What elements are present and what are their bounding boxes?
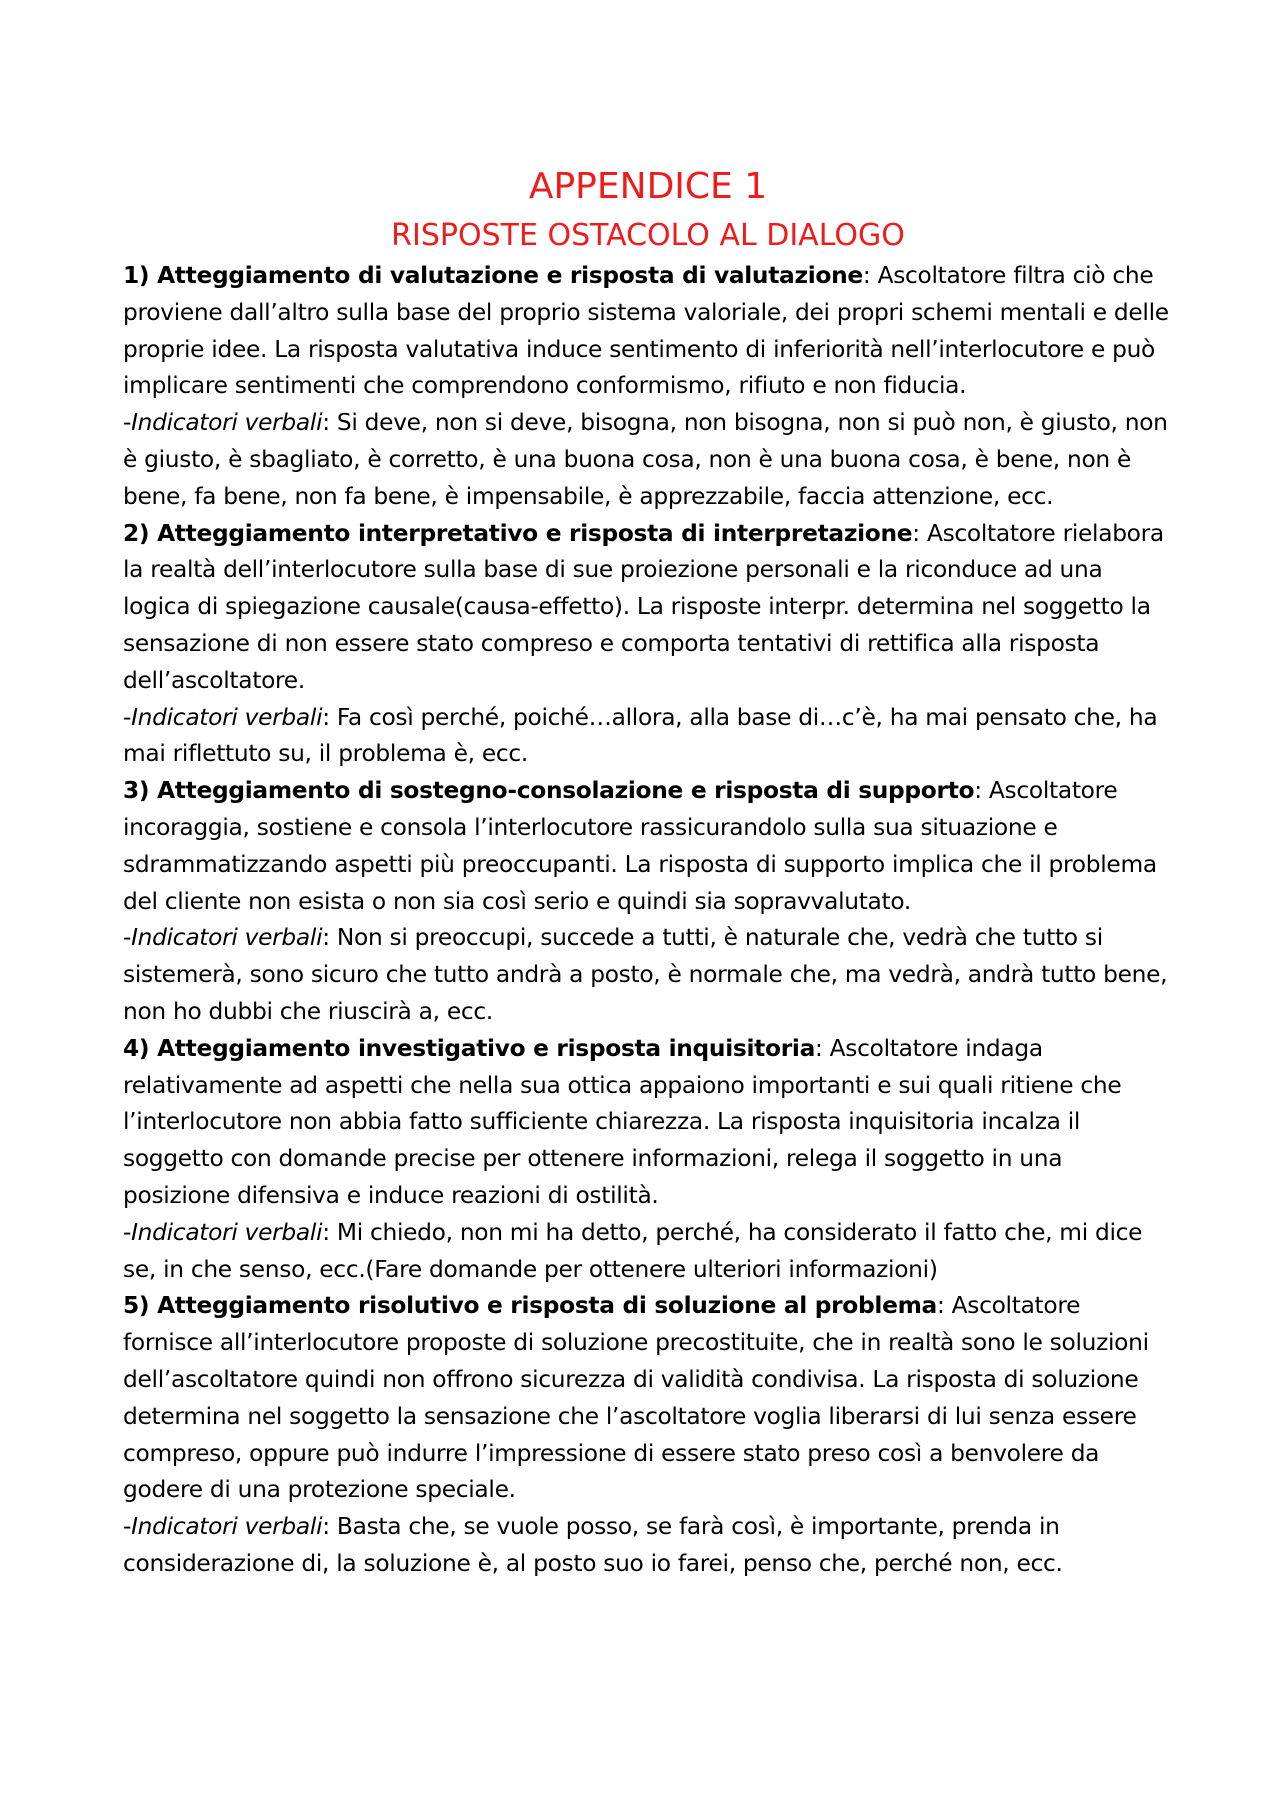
indicator-paragraph — [123, 1509, 1173, 1583]
indicator-paragraph — [123, 920, 1173, 1030]
section-heading: 1) Atteggiamento di valutazione e risposta di valutazione — [123, 262, 863, 289]
indicator-text: : Non si preoccupi, succede a tutti, è naturale che, vedrà che tutto si sistemerà, sono sicuro che tutto andrà a posto, è normale che, ma vedrà, andrà tutto bene, non ho dubbi che riuscirà a, ecc. — [123, 924, 1168, 1025]
indicator-label: Indicatori verbali — [131, 1218, 323, 1246]
indicator-paragraph — [123, 1215, 1173, 1289]
section-paragraph — [123, 773, 1173, 920]
section-2 — [123, 516, 1173, 774]
section-body: : Ascoltatore filtra ciò che proviene dall’altro sulla base del proprio sistema valoriale, dei propri schemi mentali e delle proprie idee. La risposta valutativa induce sentimento di inferiorità nell’interlocutore e può implicare sentimenti che comprendono conformismo, rifiuto e non fiducia. — [123, 262, 1169, 400]
indicator-label: Indicatori verbali — [131, 1513, 323, 1541]
indicator-label: Indicatori verbali — [131, 409, 323, 437]
section-body: : Ascoltatore fornisce all’interlocutore proposte di soluzione precostituite, che in realtà sono le soluzioni dell’ascoltatore quindi non offrono sicurezza di validità condivisa. La risposta di soluzione determina nel soggetto la sensazione che l’ascoltatore voglia liberarsi di lui senza essere compreso, oppure può indurre l’impressione di essere stato preso così a benvolere da godere di una protezione speciale. — [123, 1292, 1149, 1504]
indicator-prefix: - — [123, 409, 132, 437]
document-content — [123, 160, 1173, 1583]
page-title: APPENDICE 1 — [528, 166, 768, 207]
indicator-text: : Basta che, se vuole posso, se farà così, è importante, prenda in considerazione di, la soluzione è, al posto suo io farei, penso che, perché non, ecc. — [123, 1513, 1063, 1577]
section-body: : Ascoltatore rielabora la realtà dell’interlocutore sulla base di sue proiezione personali e la riconduce ad una logica di spiegazione causale(causa-effetto). La risposte interpr. determina nel soggetto la sensazione di non essere stato compreso e comporta tentativi di rettifica alla risposta dell’ascoltatore. — [123, 519, 1164, 694]
page-subtitle: RISPOSTE OSTACOLO AL DIALOGO — [391, 218, 905, 253]
section-paragraph — [123, 258, 1173, 405]
section-3 — [123, 773, 1173, 1031]
section-paragraph — [123, 1288, 1173, 1509]
indicator-text: : Fa così perché, poiché…allora, alla base di…c’è, ha mai pensato che, ha mai riflettuto su, il problema è, ecc. — [123, 703, 1158, 768]
indicator-label: Indicatori verbali — [131, 703, 323, 731]
indicator-label: Indicatori verbali — [131, 924, 323, 952]
indicator-prefix: - — [123, 1218, 132, 1246]
indicator-text: : Mi chiedo, non mi ha detto, perché, ha considerato il fatto che, mi dice se, in che senso, ecc.(Fare domande per ottenere ulteriori informazioni) — [123, 1218, 1143, 1283]
section-5 — [123, 1288, 1173, 1582]
section-body: : Ascoltatore incoraggia, sostiene e consola l’interlocutore rassicurandolo sulla sua situazione e sdrammatizzando aspetti più preoccupanti. La risposta di supporto implica che il problema del cliente non esista o non sia così serio e quindi sia sopravvalutato. — [123, 777, 1157, 915]
indicator-prefix: - — [123, 703, 132, 731]
section-paragraph — [123, 516, 1173, 700]
section-1 — [123, 258, 1173, 516]
indicator-prefix: - — [123, 924, 132, 952]
section-heading: 4) Atteggiamento investigativo e risposta inquisitoria — [123, 1034, 815, 1062]
section-4 — [123, 1031, 1173, 1289]
section-paragraph — [123, 1031, 1173, 1215]
indicator-prefix: - — [123, 1513, 132, 1541]
section-heading: 5) Atteggiamento risolutivo e risposta di soluzione al problema — [123, 1292, 937, 1320]
section-heading: 3) Atteggiamento di sostegno-consolazione e risposta di supporto — [123, 777, 975, 805]
indicator-text: : Si deve, non si deve, bisogna, non bisogna, non si può non, è giusto, non è giusto, è sbagliato, è corretto, è una buona cosa, non è una buona cosa, è bene, non è bene, fa bene, non fa bene, è impensabile, è apprezzabile, faccia attenzione, ecc. — [123, 409, 1168, 510]
section-heading: 2) Atteggiamento interpretativo e risposta di interpretazione — [123, 519, 913, 547]
indicator-paragraph — [123, 405, 1173, 515]
indicator-paragraph — [123, 700, 1173, 774]
section-body: : Ascoltatore indaga relativamente ad aspetti che nella sua ottica appaiono importanti e sui quali ritiene che l’interlocutore non abbia fatto sufficiente chiarezza. La risposta inquisitoria incalza il soggetto con domande precise per ottenere informazioni, relega il soggetto in una posizione difensiva e induce reazioni di ostilità. — [123, 1034, 1122, 1209]
